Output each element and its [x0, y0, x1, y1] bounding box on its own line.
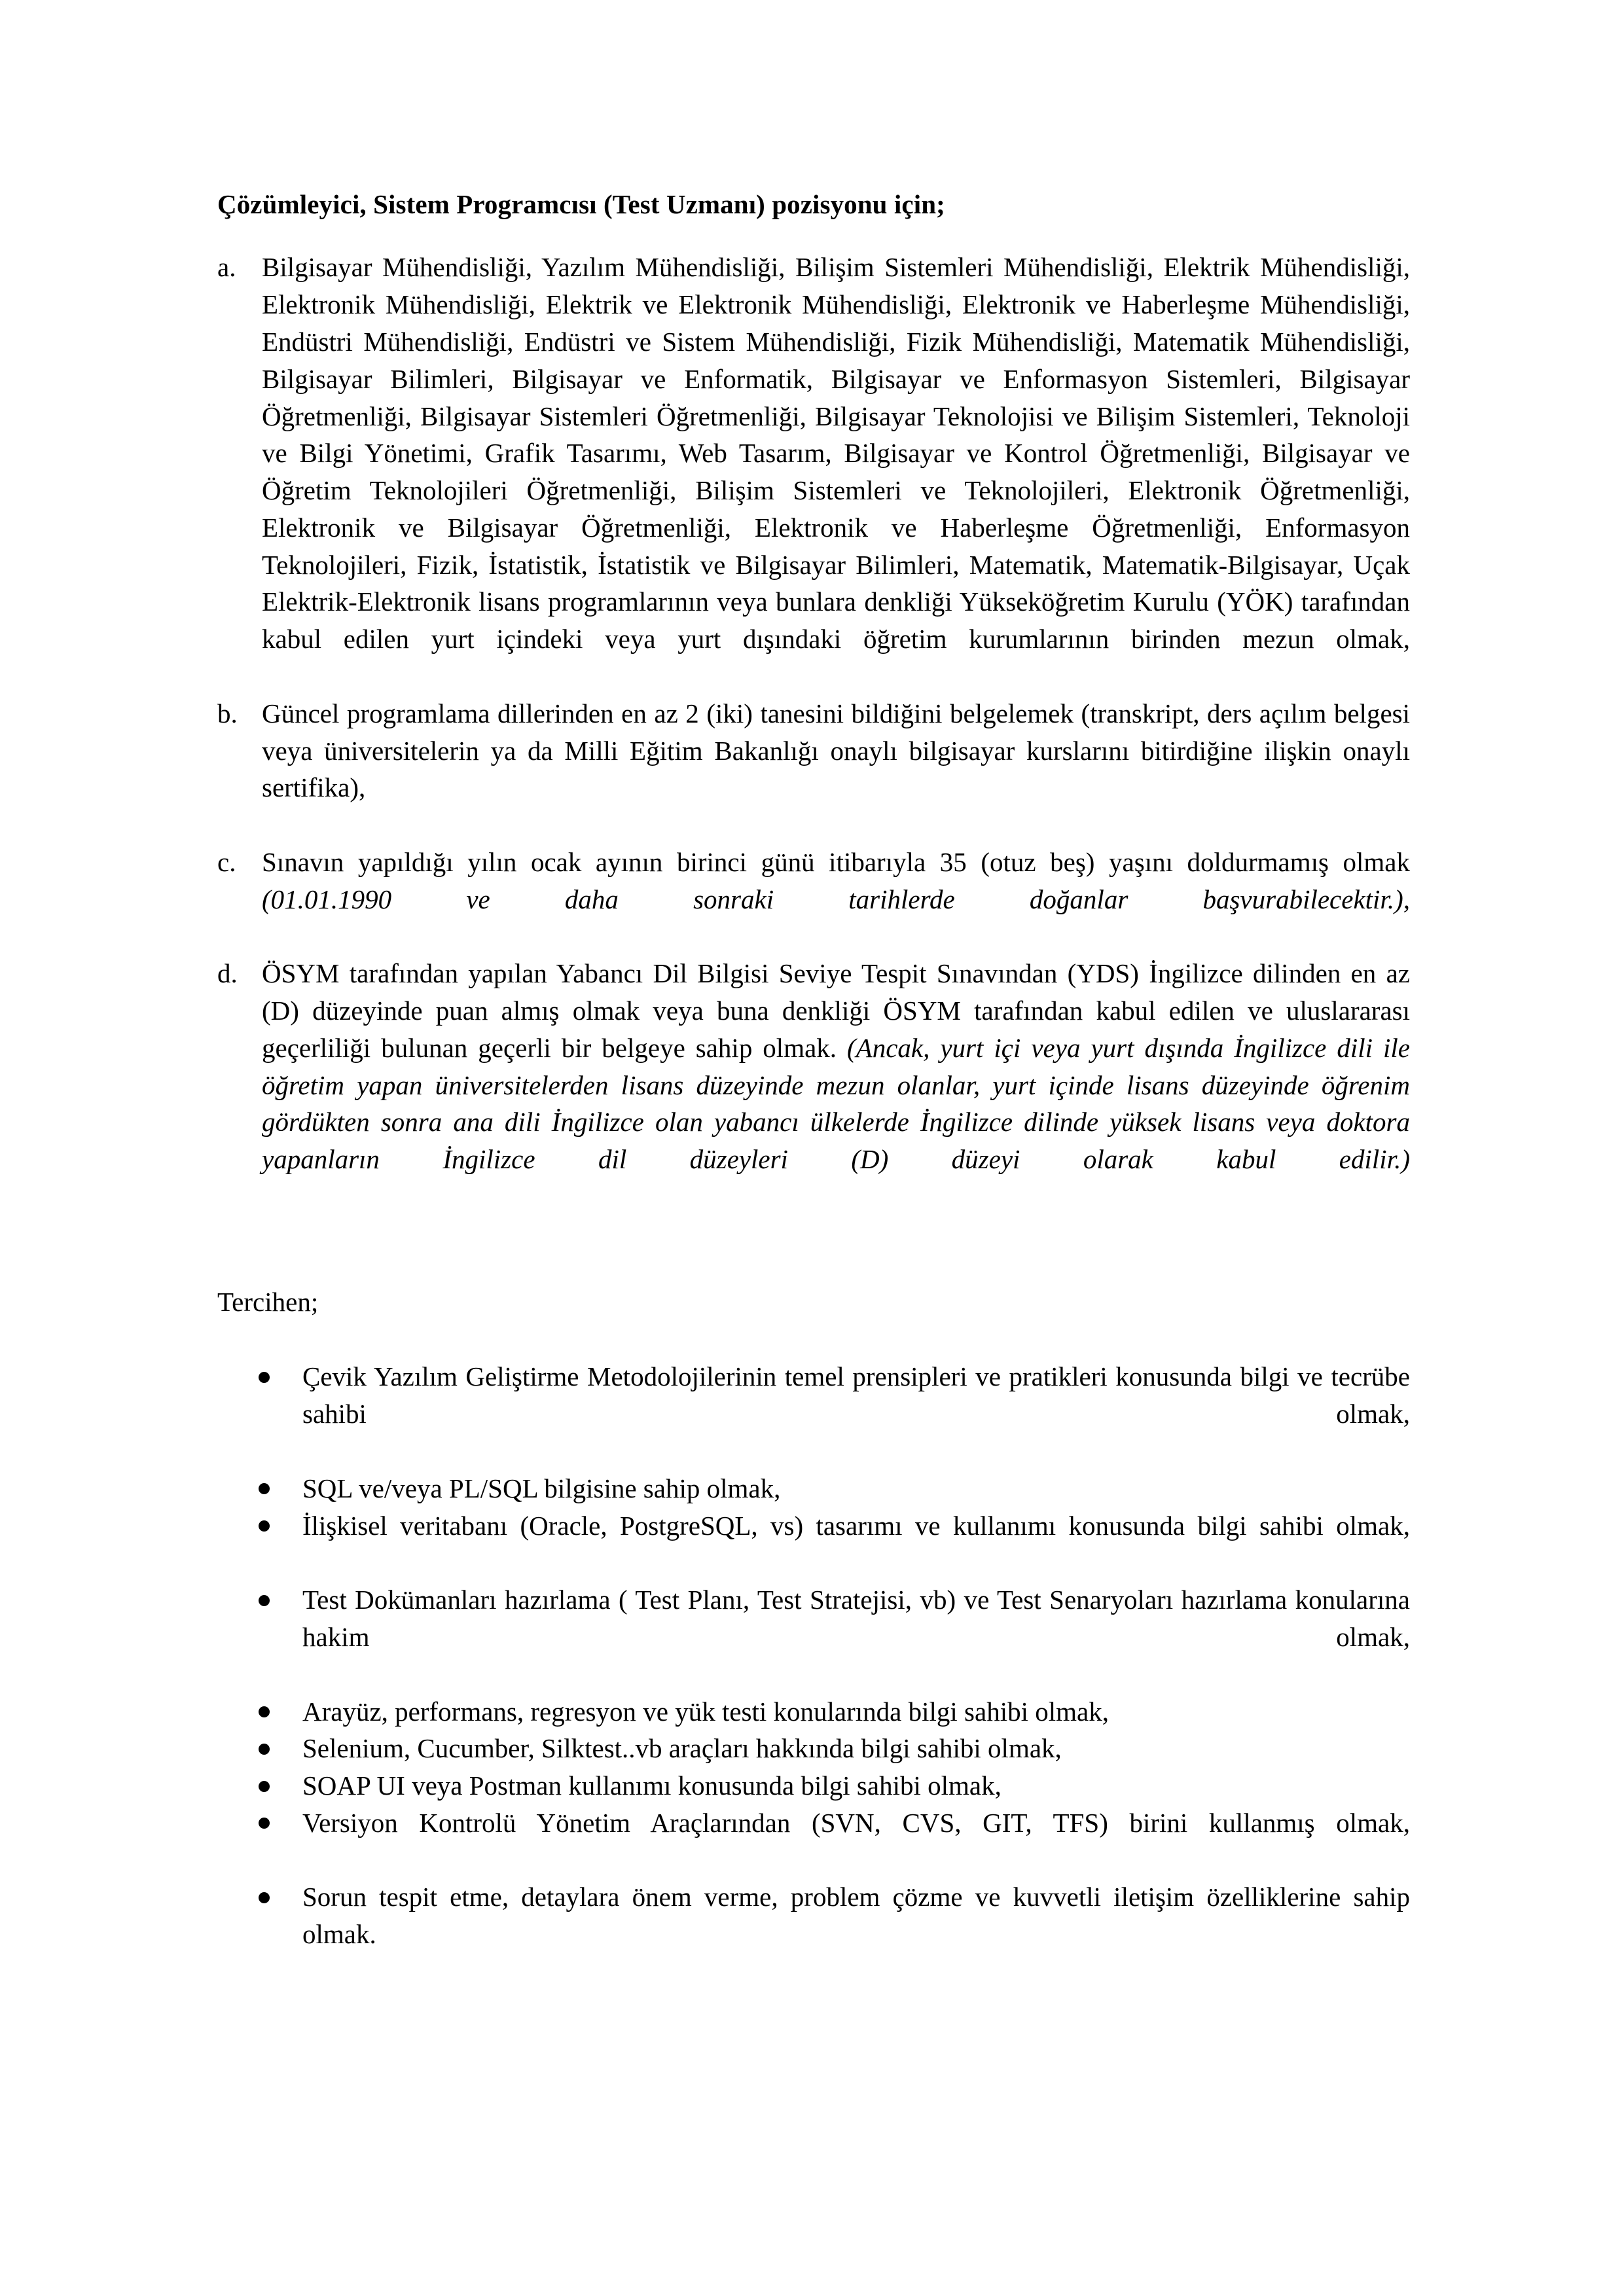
- bullet-icon: [259, 1595, 270, 1606]
- list-marker-b: b.: [217, 698, 238, 728]
- requirement-text-d-plain: ÖSYM tarafından yapılan Yabancı Dil Bilgisi Seviye Tespit Sınavından (YDS) İngilizce dilinden en az (D) düzeyinde puan almış olmak veya buna denkliği ÖSYM tarafından kabul edilen ve uluslararası geçerliliği bulunan geçerli bir belgeye sahip olmak.: [262, 958, 1410, 1063]
- preferred-item: [217, 1693, 1410, 1731]
- preferred-item-text: SOAP UI veya Postman kullanımı konusunda bilgi sahibi olmak,: [302, 1770, 1001, 1801]
- preferred-item-text: Çevik Yazılım Geliştirme Metodolojilerinin temel prensipleri ve pratikleri konusunda bilgi ve tecrübe sahibi olmak,: [302, 1361, 1410, 1429]
- preferred-item: [217, 1507, 1410, 1582]
- requirement-text-d: [262, 955, 1410, 1215]
- preferred-list: [217, 1358, 1410, 1990]
- requirement-text-b: Güncel programlama dillerinden en az 2 (iki) tanesini bildiğini belgelemek (transkript, ders açılım belgesi veya üniversitelerin ya da Milli Eğitim Bakanlığı onaylı bilgisayar kurslarını bitirdiğine ilişkin onaylı sertifika),: [262, 698, 1410, 803]
- requirement-item-d: [217, 955, 1410, 1215]
- document-content: [217, 188, 1410, 1990]
- preferred-item-text: Selenium, Cucumber, Silktest..vb araçları hakkında bilgi sahibi olmak,: [302, 1733, 1062, 1764]
- preferred-heading: Tercihen;: [217, 1286, 319, 1317]
- preferred-item: [217, 1358, 1410, 1469]
- preferred-item-text: Test Dokümanları hazırlama ( Test Planı, Test Stratejisi, vb) ve Test Senaryoları hazırlama konularına hakim olmak,: [302, 1585, 1410, 1652]
- requirement-text-c-italic: (01.01.1990 ve daha sonraki tarihlerde doğanlar başvurabilecektir.),: [262, 884, 1410, 914]
- preferred-item: [217, 1804, 1410, 1879]
- requirement-item-b: [217, 695, 1410, 844]
- bullet-icon: [259, 1744, 270, 1755]
- preferred-item: [217, 1730, 1410, 1767]
- page-title: Çözümleyici, Sistem Programcısı (Test Uzmanı) pozisyonu için;: [217, 189, 945, 219]
- bullet-icon: [259, 1372, 270, 1383]
- bullet-icon: [259, 1892, 270, 1903]
- preferred-item-text: Versiyon Kontrolü Yönetim Araçlarından (SVN, CVS, GIT, TFS) birini kullanmış olmak,: [302, 1807, 1410, 1838]
- bullet-icon: [259, 1520, 270, 1532]
- requirement-text-d-italic: (Ancak, yurt içi veya yurt dışında İngilizce dili ile öğretim yapan üniversitelerden lisans düzeyinde mezun olanlar, yurt içinde lisans düzeyinde öğrenim gördükten sonra ana dili İngilizce olan yabancı ülkelerde İngilizce dilinde yüksek lisans veya doktora yapanların İngilizce dil düzeyleri (D) düzeyi olarak kabul edilir.): [262, 1032, 1410, 1175]
- requirement-text-c-plain: Sınavın yapıldığı yılın ocak ayının birinci günü itibarıyla 35 (otuz beş) yaşını doldurmamış olmak: [262, 846, 1410, 877]
- preferred-item: [217, 1470, 1410, 1507]
- preferred-item-text: İlişkisel veritabanı (Oracle, PostgreSQL, vs) tasarımı ve kullanımı konusunda bilgi sahibi olmak,: [302, 1510, 1410, 1541]
- preferred-item-text: SQL ve/veya PL/SQL bilgisine sahip olmak,: [302, 1473, 781, 1503]
- preferred-item-text: Arayüz, performans, regresyon ve yük testi konularında bilgi sahibi olmak,: [302, 1696, 1109, 1727]
- requirements-list: [217, 249, 1410, 1215]
- requirement-item-c: [217, 844, 1410, 955]
- requirement-text-c: [262, 844, 1410, 955]
- requirement-text-a: Bilgisayar Mühendisliği, Yazılım Mühendisliği, Bilişim Sistemleri Mühendisliği, Elektrik Mühendisliği, Elektronik Mühendisliği, Elektrik ve Elektronik Mühendisliği, Elektronik ve Haberleşme Mühendisliği, Endüstri Mühendisliği, Endüstri ve Sistem Mühendisliği, Fizik Mühendisliği, Matematik Mühendisliği, Bilgisayar Bilimleri, Bilgisayar ve Enformatik, Bilgisayar ve Enformasyon Sistemleri, Bilgisayar Öğretmenliği, Bilgisayar Sistemleri Öğretmenliği, Bilgisayar Teknolojisi ve Bilişim Sistemleri, Teknoloji ve Bilgi Yönetimi, Grafik Tasarımı, Web Tasarım, Bilgisayar ve Kontrol Öğretmenliği, Bilgisayar ve Öğretim Teknolojileri Öğretmenliği, Bilişim Sistemleri ve Teknolojileri, Elektronik Öğretmenliği, Elektronik ve Bilgisayar Öğretmenliği, Elektronik ve Haberleşme Öğretmenliği, Enformasyon Teknolojileri, Fizik, İstatistik, İstatistik ve Bilgisayar Bilimleri, Matematik, Matematik-Bilgisayar, Uçak Elektrik-Elektronik lisans programlarının veya bunlara denkliği Yükseköğretim Kurulu (YÖK) tarafından kabul edilen yurt içindeki veya yurt dışındaki öğretim kurumlarının birinden mezun olmak,: [262, 252, 1410, 655]
- list-marker-d: d.: [217, 958, 238, 989]
- preferred-item: [217, 1767, 1410, 1804]
- preferred-item: [217, 1581, 1410, 1693]
- bullet-icon: [259, 1818, 270, 1829]
- bullet-icon: [259, 1781, 270, 1792]
- requirement-item-a: [217, 249, 1410, 694]
- list-marker-c: c.: [217, 846, 236, 877]
- bullet-icon: [259, 1706, 270, 1717]
- list-marker-a: a.: [217, 252, 236, 283]
- bullet-icon: [259, 1483, 270, 1494]
- preferred-item-text: Sorun tespit etme, detaylara önem verme, problem çözme ve kuvvetli iletişim özelliklerine sahip olmak.: [302, 1882, 1410, 1950]
- preferred-item: [217, 1878, 1410, 1990]
